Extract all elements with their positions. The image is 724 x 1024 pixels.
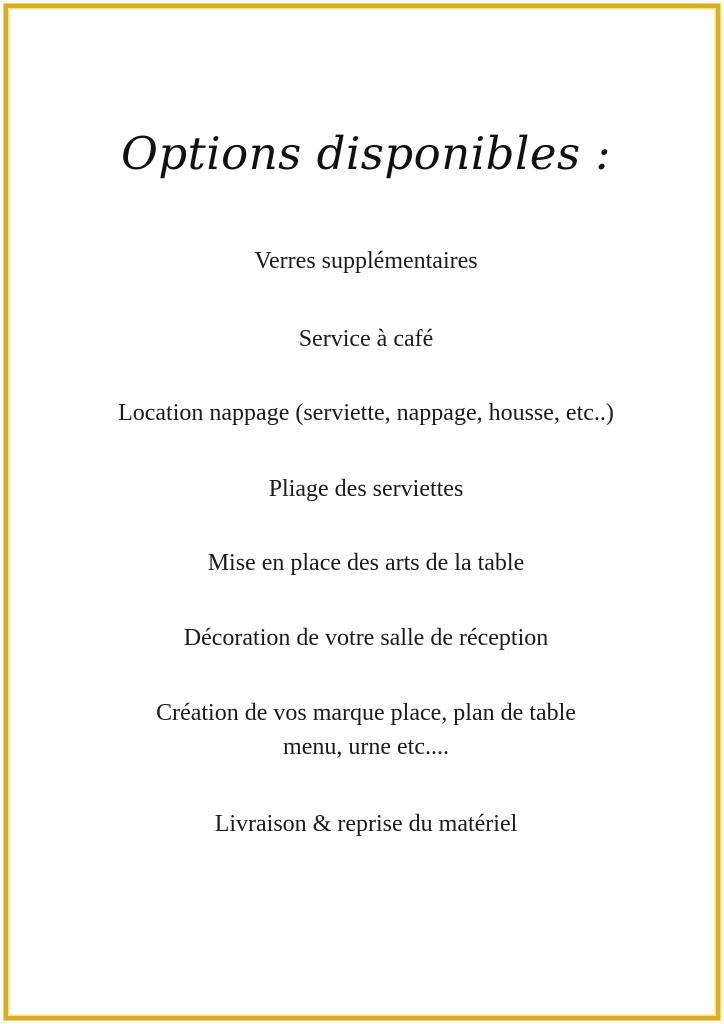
option-stationery-line-2: menu, urne etc.... bbox=[283, 734, 449, 760]
option-extra-glasses: Verres supplémentaires bbox=[254, 248, 478, 274]
option-stationery-creation bbox=[48, 696, 684, 764]
gold-border-frame bbox=[4, 4, 720, 1020]
page-title: Options disponibles : bbox=[120, 127, 612, 180]
option-stationery-line-1: Création de vos marque place, plan de table bbox=[156, 700, 576, 726]
option-venue-decoration: Décoration de votre salle de réception bbox=[183, 625, 549, 651]
option-napkin-folding: Pliage des serviettes bbox=[268, 476, 464, 502]
option-coffee-service: Service à café bbox=[298, 326, 434, 352]
option-table-linen-rental: Location nappage (serviette, nappage, housse, etc..) bbox=[118, 400, 614, 426]
option-delivery-pickup: Livraison & reprise du matériel bbox=[214, 811, 518, 837]
option-table-setting: Mise en place des arts de la table bbox=[207, 550, 525, 576]
